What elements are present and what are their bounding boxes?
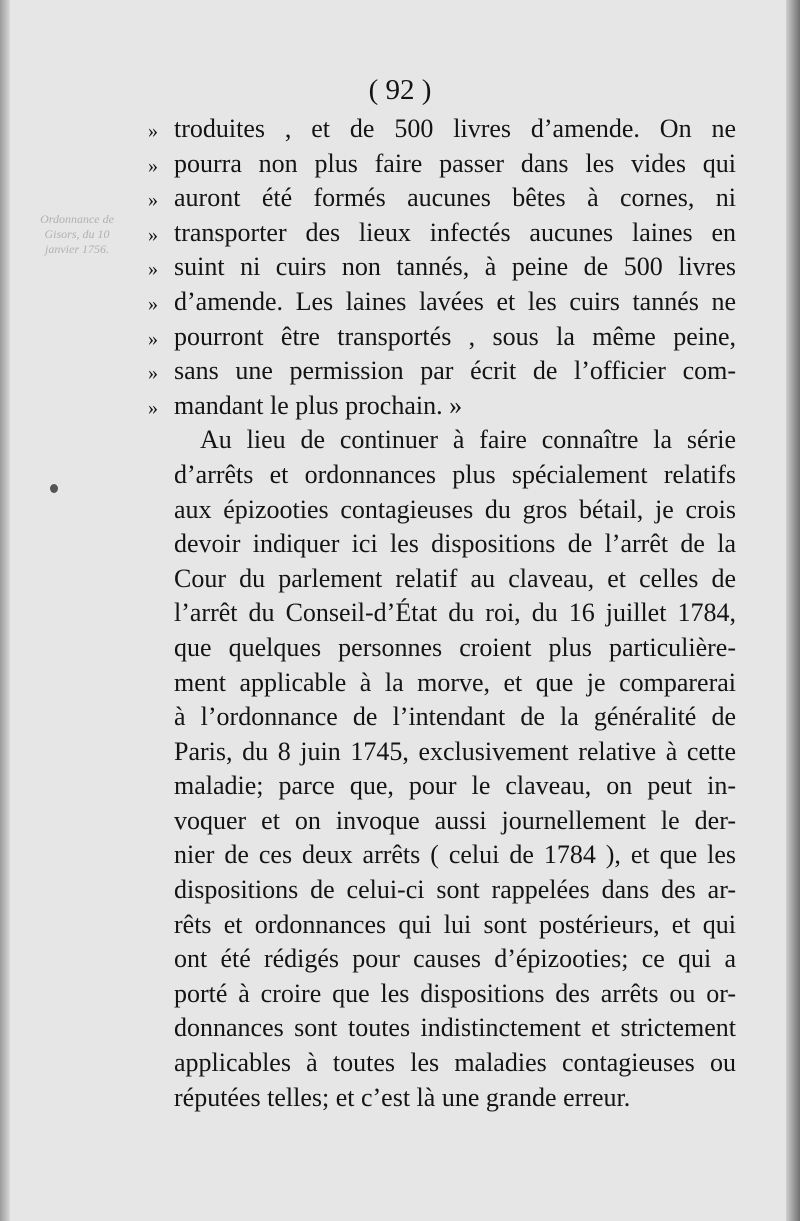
text-line bbox=[148, 493, 736, 528]
text-line bbox=[148, 1046, 736, 1081]
text-line bbox=[148, 354, 736, 389]
text-line bbox=[148, 112, 736, 147]
line-text: à l’ordonnance de l’intendant de la généralité de bbox=[174, 702, 736, 732]
line-text: pourront être transportés , sous la même peine, bbox=[174, 321, 736, 351]
line-text: pourra non plus faire passer dans les vides qui bbox=[174, 148, 736, 178]
page-binding-shadow-right bbox=[786, 0, 800, 1221]
text-line bbox=[148, 1011, 736, 1046]
line-text: d’amende. Les laines lavées et les cuirs tannés ne bbox=[174, 286, 736, 316]
line-text: troduites , et de 500 livres d’amende. On ne bbox=[174, 114, 736, 143]
line-text: dispositions de celui-ci sont rappelées dans des ar- bbox=[174, 875, 736, 905]
line-text: ont été rédigés pour causes d’épizooties; ce qui a bbox=[174, 944, 736, 974]
text-line bbox=[148, 942, 736, 977]
quote-mark: » bbox=[148, 120, 158, 142]
line-text: porté à croire que les dispositions des arrêts ou or- bbox=[174, 978, 736, 1008]
line-text: mandant le plus prochain. » bbox=[174, 390, 463, 420]
text-line bbox=[148, 423, 736, 458]
line-text: suint ni cuirs non tannés, à peine de 500 livres bbox=[174, 252, 736, 282]
text-line bbox=[148, 181, 736, 216]
body-text bbox=[148, 112, 736, 1115]
line-text: applicables à toutes les maladies contagieuses ou bbox=[174, 1048, 736, 1078]
text-line bbox=[148, 596, 736, 631]
line-text: ment applicable à la morve, et que je comparerai bbox=[174, 667, 736, 697]
line-text: réputées telles; et c’est là une grande erreur. bbox=[174, 1082, 631, 1112]
text-line bbox=[148, 873, 736, 908]
quote-mark: » bbox=[148, 223, 158, 246]
page-binding-shadow-left bbox=[0, 0, 10, 1221]
line-text: voquer et on invoque aussi journellement le der- bbox=[174, 805, 736, 835]
quote-mark: » bbox=[148, 189, 158, 212]
margin-note: Ordonnance de Gisors, du 10 janvier 1756. bbox=[40, 212, 114, 256]
text-line bbox=[148, 908, 736, 943]
line-text: nier de ces deux arrêts ( celui de 1784 ), et que les bbox=[174, 840, 736, 870]
line-text: Au lieu de continuer à faire connaître la série bbox=[200, 425, 736, 455]
text-line bbox=[148, 527, 736, 562]
line-text: auront été formés aucunes bêtes à cornes, ni bbox=[174, 183, 736, 213]
text-line bbox=[148, 631, 736, 666]
text-line bbox=[148, 320, 736, 355]
line-text: l’arrêt du Conseil-d’État du roi, du 16 juillet 1784, bbox=[174, 598, 736, 628]
page-number: ( 92 ) bbox=[368, 74, 432, 106]
text-line bbox=[148, 838, 736, 873]
line-text: que quelques personnes croient plus particulière- bbox=[174, 632, 736, 662]
text-line bbox=[148, 700, 736, 735]
line-text: devoir indiquer ici les dispositions de l’arrêt de la bbox=[174, 529, 736, 559]
text-line bbox=[148, 666, 736, 701]
line-text: Paris, du 8 juin 1745, exclusivement relative à cette bbox=[174, 736, 736, 766]
text-line bbox=[148, 389, 736, 424]
text-line bbox=[148, 977, 736, 1012]
text-line bbox=[148, 216, 736, 251]
line-text: maladie; parce que, pour le claveau, on peut in- bbox=[174, 771, 736, 801]
text-line bbox=[148, 562, 736, 597]
text-line bbox=[148, 285, 736, 320]
text-line bbox=[148, 250, 736, 285]
text-line bbox=[148, 769, 736, 804]
line-text: rêts et ordonnances qui lui sont postérieurs, et qui bbox=[174, 909, 736, 939]
line-text: sans une permission par écrit de l’officier com- bbox=[174, 356, 736, 386]
quote-mark: » bbox=[148, 154, 158, 177]
quote-mark: » bbox=[148, 292, 158, 315]
line-text: d’arrêts et ordonnances plus spécialement relatifs bbox=[174, 459, 736, 489]
quote-mark: » bbox=[148, 362, 158, 385]
line-text: aux épizooties contagieuses du gros bétail, je crois bbox=[174, 494, 736, 524]
ink-speck bbox=[50, 484, 58, 493]
text-line bbox=[148, 458, 736, 493]
line-text: transporter des lieux infectés aucunes laines en bbox=[174, 217, 736, 247]
text-line bbox=[148, 1081, 736, 1116]
line-text: Cour du parlement relatif au claveau, et celles de bbox=[174, 563, 736, 593]
text-line bbox=[148, 147, 736, 182]
quote-mark: » bbox=[148, 396, 158, 419]
quote-mark: » bbox=[148, 258, 158, 281]
line-text: donnances sont toutes indistinctement et strictement bbox=[174, 1013, 736, 1043]
text-line bbox=[148, 735, 736, 770]
quote-mark: » bbox=[148, 327, 158, 350]
text-line bbox=[148, 804, 736, 839]
